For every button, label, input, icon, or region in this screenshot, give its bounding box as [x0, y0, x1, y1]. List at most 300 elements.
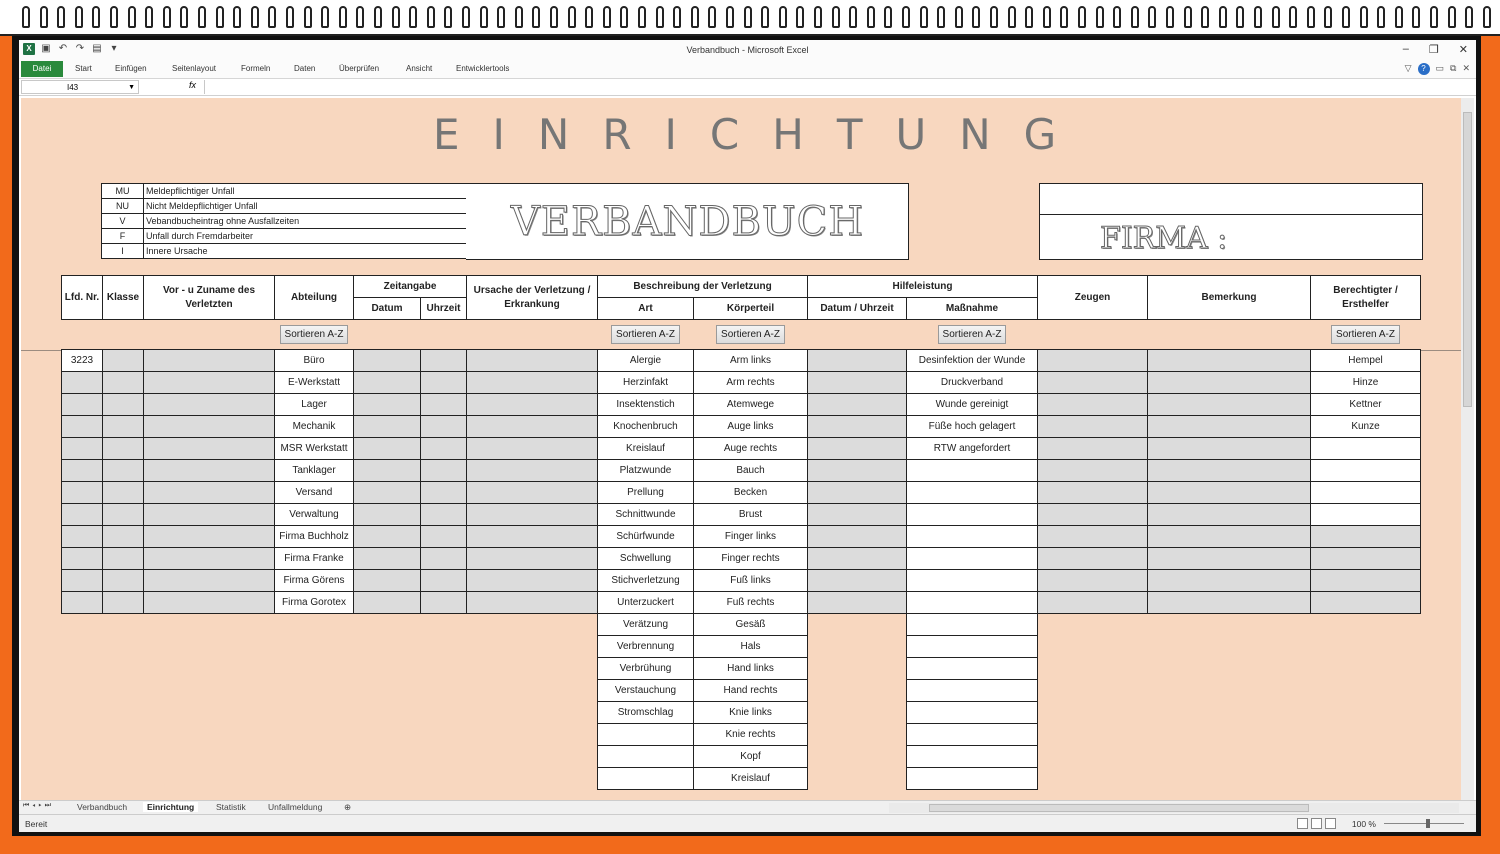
normal-view-icon[interactable] [1297, 818, 1308, 829]
cell-koerperteil[interactable]: Knie rechts [694, 724, 808, 746]
sort-massnahme-button[interactable]: Sortieren A-Z [938, 325, 1007, 344]
cell-lfd-nr[interactable]: 3223 [62, 350, 103, 372]
cell-ersthelfer[interactable] [1311, 570, 1421, 592]
cell-abteilung[interactable]: E-Werkstatt [275, 372, 354, 394]
cell-bemerkung[interactable] [1148, 504, 1311, 526]
cell-hilfe-datum[interactable] [808, 504, 907, 526]
cell-zeugen[interactable] [1038, 504, 1148, 526]
cell-klasse[interactable] [103, 592, 144, 614]
tab-daten[interactable]: Daten [294, 64, 316, 73]
minimize-button[interactable]: – [1402, 43, 1409, 55]
cell-massnahme[interactable] [907, 768, 1038, 790]
excel-window [19, 40, 1476, 832]
cell-zeugen[interactable] [1038, 372, 1148, 394]
cell-datum[interactable] [354, 482, 421, 504]
cell-art[interactable]: Verbrühung [598, 658, 694, 680]
spiral-ring [1113, 6, 1121, 28]
cell-zeugen[interactable] [1038, 570, 1148, 592]
cell-massnahme[interactable]: Desinfektion der Wunde [907, 350, 1038, 372]
cell-koerperteil[interactable]: Fuß rechts [694, 592, 808, 614]
cell-klasse[interactable] [103, 416, 144, 438]
cell-datum[interactable] [354, 350, 421, 372]
tab-ueberpruefen[interactable]: Überprüfen [339, 64, 380, 73]
cell-zeugen[interactable] [1038, 350, 1148, 372]
empty-cell [467, 724, 598, 746]
legend-table [101, 183, 467, 259]
cell-zeugen[interactable] [1038, 548, 1148, 570]
sheet-nav-arrows-icon[interactable]: ⏮◂▸⏭ [23, 802, 54, 809]
cell-name[interactable] [144, 504, 275, 526]
cell-lfd-nr[interactable] [62, 570, 103, 592]
cell-zeugen[interactable] [1038, 592, 1148, 614]
close-button[interactable]: ✕ [1458, 44, 1468, 56]
cell-klasse[interactable] [103, 438, 144, 460]
cell-art[interactable]: Knochenbruch [598, 416, 694, 438]
cell-klasse[interactable] [103, 372, 144, 394]
cell-art[interactable]: Stromschlag [598, 702, 694, 724]
cell-ersthelfer[interactable] [1311, 460, 1421, 482]
cell-name[interactable] [144, 372, 275, 394]
spiral-ring [268, 6, 276, 28]
horizontal-scrollbar[interactable] [889, 803, 1459, 813]
cell-abteilung[interactable]: MSR Werkstatt [275, 438, 354, 460]
cell-massnahme[interactable] [907, 460, 1038, 482]
header-hilfeleistung: Hilfeleistung [808, 276, 1038, 298]
spiral-ring [585, 6, 593, 28]
help-icon[interactable]: ? [1418, 63, 1430, 75]
spiral-ring [1395, 6, 1403, 28]
cell-massnahme[interactable] [907, 592, 1038, 614]
empty-cell [421, 768, 467, 790]
tab-einfuegen[interactable]: Einfügen [115, 64, 147, 73]
print-preview-icon[interactable]: ▤ [92, 43, 102, 54]
spiral-ring [1201, 6, 1209, 28]
cell-koerperteil[interactable]: Arm rechts [694, 372, 808, 394]
header-klasse: Klasse [103, 276, 144, 320]
cell-zeugen[interactable] [1038, 460, 1148, 482]
page-break-view-icon[interactable] [1325, 818, 1336, 829]
cell-koerperteil[interactable]: Finger links [694, 526, 808, 548]
cell-abteilung[interactable]: Mechanik [275, 416, 354, 438]
worksheet[interactable] [21, 98, 1461, 800]
cell-art[interactable]: Herzinfakt [598, 372, 694, 394]
cell-abteilung[interactable]: Tanklager [275, 460, 354, 482]
cell-datum[interactable] [354, 460, 421, 482]
vertical-scroll-thumb[interactable] [1463, 112, 1472, 407]
tab-start[interactable]: Start [75, 64, 92, 73]
cell-uhrzeit[interactable] [421, 592, 467, 614]
spiral-ring [726, 6, 734, 28]
spiral-ring [110, 6, 118, 28]
cell-uhrzeit[interactable] [421, 416, 467, 438]
empty-cell [467, 658, 598, 680]
empty-cell [1148, 614, 1311, 636]
spiral-ring [1060, 6, 1068, 28]
cell-massnahme[interactable]: Wunde gereinigt [907, 394, 1038, 416]
name-box[interactable] [21, 80, 139, 94]
cell-name[interactable] [144, 482, 275, 504]
cell-klasse[interactable] [103, 350, 144, 372]
table-row [62, 614, 1421, 636]
cell-abteilung[interactable]: Firma Buchholz [275, 526, 354, 548]
cell-massnahme[interactable] [907, 548, 1038, 570]
cell-lfd-nr[interactable] [62, 482, 103, 504]
cell-hilfe-datum[interactable] [808, 548, 907, 570]
zoom-slider[interactable] [1384, 823, 1464, 824]
cell-uhrzeit[interactable] [421, 482, 467, 504]
excel-logo-icon[interactable]: X [23, 43, 35, 55]
cell-datum[interactable] [354, 592, 421, 614]
empty-cell [1038, 614, 1148, 636]
cell-massnahme[interactable] [907, 680, 1038, 702]
cell-uhrzeit[interactable] [421, 438, 467, 460]
cell-ersthelfer[interactable]: Kunze [1311, 416, 1421, 438]
empty-cell [808, 680, 907, 702]
tab-entwicklertools[interactable]: Entwicklertools [456, 64, 510, 73]
cell-ursache[interactable] [467, 592, 598, 614]
cell-datum[interactable] [354, 394, 421, 416]
tab-seitenlayout[interactable]: Seitenlayout [172, 64, 217, 73]
cell-art[interactable]: Prellung [598, 482, 694, 504]
cell-art[interactable]: Verstauchung [598, 680, 694, 702]
cell-art[interactable]: Schürfwunde [598, 526, 694, 548]
cell-ursache[interactable] [467, 394, 598, 416]
sheet-tab-unfallmeldung[interactable]: Unfallmeldung [268, 802, 323, 812]
cell-bemerkung[interactable] [1148, 592, 1311, 614]
cell-ersthelfer[interactable] [1311, 438, 1421, 460]
spiral-ring [902, 6, 910, 28]
cell-lfd-nr[interactable] [62, 504, 103, 526]
cell-bemerkung[interactable] [1148, 526, 1311, 548]
redo-icon[interactable]: ↷ [75, 43, 85, 54]
cell-lfd-nr[interactable] [62, 548, 103, 570]
sort-button-row [62, 320, 1421, 350]
cell-name[interactable] [144, 416, 275, 438]
cell-ersthelfer[interactable] [1311, 482, 1421, 504]
cell-massnahme[interactable] [907, 746, 1038, 768]
cell-koerperteil[interactable]: Fuß links [694, 570, 808, 592]
cell-koerperteil[interactable]: Becken [694, 482, 808, 504]
customize-qat-icon[interactable]: ▾ [111, 43, 117, 54]
tab-ansicht[interactable]: Ansicht [406, 64, 433, 73]
tab-datei[interactable]: Datei [21, 61, 63, 77]
cell-koerperteil[interactable]: Auge rechts [694, 438, 808, 460]
cell-ursache[interactable] [467, 570, 598, 592]
cell-zeugen[interactable] [1038, 394, 1148, 416]
cell-bemerkung[interactable] [1148, 548, 1311, 570]
maximize-button[interactable]: ❐ [1428, 44, 1439, 56]
cell-abteilung[interactable]: Firma Gorotex [275, 592, 354, 614]
cell-lfd-nr[interactable] [62, 592, 103, 614]
cell-hilfe-datum[interactable] [808, 526, 907, 548]
cell-ersthelfer[interactable]: Hempel [1311, 350, 1421, 372]
cell-uhrzeit[interactable] [421, 372, 467, 394]
cell-art[interactable]: Schnittwunde [598, 504, 694, 526]
cell-art[interactable]: Insektenstich [598, 394, 694, 416]
cell-uhrzeit[interactable] [421, 394, 467, 416]
cell-name[interactable] [144, 548, 275, 570]
cell-name[interactable] [144, 526, 275, 548]
function-icon[interactable]: fx [189, 80, 197, 90]
cell-art[interactable]: Stichverletzung [598, 570, 694, 592]
empty-cell [1311, 658, 1421, 680]
cell-klasse[interactable] [103, 526, 144, 548]
cell-hilfe-datum[interactable] [808, 350, 907, 372]
cell-hilfe-datum[interactable] [808, 372, 907, 394]
spiral-ring [638, 6, 646, 28]
cell-klasse[interactable] [103, 504, 144, 526]
formula-input[interactable] [204, 80, 1464, 94]
cell-massnahme[interactable] [907, 526, 1038, 548]
cell-hilfe-datum[interactable] [808, 482, 907, 504]
cell-name[interactable] [144, 350, 275, 372]
empty-cell [144, 746, 275, 768]
spiral-ring [128, 6, 136, 28]
cell-ursache[interactable] [467, 482, 598, 504]
cell-koerperteil[interactable]: Arm links [694, 350, 808, 372]
cell-datum[interactable] [354, 416, 421, 438]
cell-art[interactable] [598, 768, 694, 790]
cell-klasse[interactable] [103, 570, 144, 592]
empty-cell [354, 768, 421, 790]
cell-hilfe-datum[interactable] [808, 394, 907, 416]
cell-zeugen[interactable] [1038, 526, 1148, 548]
sheet-tab-verbandbuch[interactable]: Verbandbuch [77, 802, 128, 812]
empty-cell [144, 724, 275, 746]
cell-lfd-nr[interactable] [62, 372, 103, 394]
cell-art[interactable]: Schwellung [598, 548, 694, 570]
cell-lfd-nr[interactable] [62, 394, 103, 416]
page-layout-view-icon[interactable] [1311, 818, 1322, 829]
cell-lfd-nr[interactable] [62, 416, 103, 438]
cell-koerperteil[interactable]: Auge links [694, 416, 808, 438]
cell-ersthelfer[interactable]: Hinze [1311, 372, 1421, 394]
spiral-ring [444, 6, 452, 28]
empty-cell [808, 636, 907, 658]
table-row [62, 394, 1421, 416]
empty-cell [1038, 724, 1148, 746]
spiral-ring [304, 6, 312, 28]
cell-ersthelfer[interactable] [1311, 592, 1421, 614]
cell-bemerkung[interactable] [1148, 350, 1311, 372]
cell-datum[interactable] [354, 526, 421, 548]
cell-art[interactable] [598, 724, 694, 746]
horizontal-scroll-thumb[interactable] [929, 804, 1309, 812]
cell-datum[interactable] [354, 438, 421, 460]
vertical-scrollbar[interactable] [1461, 98, 1474, 800]
empty-cell [1148, 658, 1311, 680]
header-zeugen: Zeugen [1038, 276, 1148, 320]
cell-abteilung[interactable]: Firma Franke [275, 548, 354, 570]
empty-cell [467, 614, 598, 636]
cell-ursache[interactable] [467, 526, 598, 548]
spiral-ring [286, 6, 294, 28]
chevron-down-icon[interactable]: ▼ [128, 84, 135, 91]
sort-ersthelfer-button[interactable]: Sortieren A-Z [1331, 325, 1400, 344]
zoom-level[interactable]: 100 % [1351, 819, 1376, 829]
cell-massnahme[interactable]: RTW angefordert [907, 438, 1038, 460]
empty-cell [354, 680, 421, 702]
cell-art[interactable]: Kreislauf [598, 438, 694, 460]
cell-abteilung[interactable]: Lager [275, 394, 354, 416]
empty-cell [808, 746, 907, 768]
cell-hilfe-datum[interactable] [808, 592, 907, 614]
cell-zeugen[interactable] [1038, 482, 1148, 504]
cell-ursache[interactable] [467, 438, 598, 460]
empty-cell [62, 658, 103, 680]
cell-zeugen[interactable] [1038, 438, 1148, 460]
cell-ersthelfer[interactable]: Kettner [1311, 394, 1421, 416]
cell-ursache[interactable] [467, 350, 598, 372]
cell-koerperteil[interactable]: Bauch [694, 460, 808, 482]
empty-cell [103, 724, 144, 746]
cell-lfd-nr[interactable] [62, 460, 103, 482]
sort-koerperteil-button[interactable]: Sortieren A-Z [716, 325, 785, 344]
legend-text: Vebandbucheintrag ohne Ausfallzeiten [144, 214, 467, 229]
cell-uhrzeit[interactable] [421, 526, 467, 548]
cell-koerperteil[interactable]: Gesäß [694, 614, 808, 636]
table-row [62, 460, 1421, 482]
cell-klasse[interactable] [103, 394, 144, 416]
cell-art[interactable] [598, 746, 694, 768]
tab-formeln[interactable]: Formeln [241, 64, 271, 73]
cell-bemerkung[interactable] [1148, 394, 1311, 416]
cell-datum[interactable] [354, 504, 421, 526]
empty-cell [808, 658, 907, 680]
cell-massnahme[interactable]: Druckverband [907, 372, 1038, 394]
cell-bemerkung[interactable] [1148, 438, 1311, 460]
table-row [62, 636, 1421, 658]
sort-abteilung-button[interactable]: Sortieren A-Z [280, 325, 349, 344]
cell-bemerkung[interactable] [1148, 482, 1311, 504]
cell-ersthelfer[interactable] [1311, 526, 1421, 548]
cell-uhrzeit[interactable] [421, 570, 467, 592]
cell-koerperteil[interactable]: Kreislauf [694, 768, 808, 790]
cell-massnahme[interactable]: Füße hoch gelagert [907, 416, 1038, 438]
spiral-ring [198, 6, 206, 28]
zoom-slider-knob[interactable] [1426, 819, 1430, 828]
minimize-ribbon-icon[interactable]: ▽ [1404, 63, 1412, 73]
sheet-tab-statistik[interactable]: Statistik [216, 802, 246, 812]
cell-hilfe-datum[interactable] [808, 416, 907, 438]
cell-lfd-nr[interactable] [62, 526, 103, 548]
cell-ursache[interactable] [467, 548, 598, 570]
cell-ursache[interactable] [467, 416, 598, 438]
undo-icon[interactable]: ↶ [58, 43, 68, 54]
cell-ursache[interactable] [467, 460, 598, 482]
table-row [62, 482, 1421, 504]
cell-ursache[interactable] [467, 372, 598, 394]
cell-klasse[interactable] [103, 548, 144, 570]
cell-koerperteil[interactable]: Hand rechts [694, 680, 808, 702]
cell-hilfe-datum[interactable] [808, 570, 907, 592]
cell-art[interactable]: Unterzuckert [598, 592, 694, 614]
workbook-close-icon[interactable]: ✕ [1462, 63, 1470, 73]
cell-art[interactable]: Alergie [598, 350, 694, 372]
empty-cell [62, 724, 103, 746]
spiral-ring [1236, 6, 1244, 28]
sort-art-button[interactable]: Sortieren A-Z [611, 325, 680, 344]
cell-massnahme[interactable] [907, 724, 1038, 746]
table-row [62, 658, 1421, 680]
cell-koerperteil[interactable]: Hals [694, 636, 808, 658]
cell-abteilung[interactable]: Verwaltung [275, 504, 354, 526]
cell-bemerkung[interactable] [1148, 460, 1311, 482]
cell-koerperteil[interactable]: Hand links [694, 658, 808, 680]
cell-massnahme[interactable] [907, 658, 1038, 680]
save-icon[interactable]: ▣ [41, 43, 51, 54]
cell-abteilung[interactable]: Büro [275, 350, 354, 372]
cell-klasse[interactable] [103, 482, 144, 504]
cell-hilfe-datum[interactable] [808, 460, 907, 482]
cell-massnahme[interactable] [907, 636, 1038, 658]
cell-name[interactable] [144, 570, 275, 592]
cell-klasse[interactable] [103, 460, 144, 482]
cell-uhrzeit[interactable] [421, 548, 467, 570]
cell-koerperteil[interactable]: Atemwege [694, 394, 808, 416]
cell-art[interactable]: Platzwunde [598, 460, 694, 482]
cell-bemerkung[interactable] [1148, 416, 1311, 438]
cell-bemerkung[interactable] [1148, 570, 1311, 592]
cell-koerperteil[interactable]: Finger rechts [694, 548, 808, 570]
cell-abteilung[interactable]: Versand [275, 482, 354, 504]
cell-datum[interactable] [354, 548, 421, 570]
spiral-ring [57, 6, 65, 28]
cell-hilfe-datum[interactable] [808, 438, 907, 460]
cell-koerperteil[interactable]: Knie links [694, 702, 808, 724]
cell-koerperteil[interactable]: Brust [694, 504, 808, 526]
cell-art[interactable]: Verbrennung [598, 636, 694, 658]
cell-art[interactable]: Verätzung [598, 614, 694, 636]
spiral-ring [532, 6, 540, 28]
cell-massnahme[interactable] [907, 504, 1038, 526]
empty-cell [1148, 746, 1311, 768]
cell-uhrzeit[interactable] [421, 350, 467, 372]
legend-code: F [102, 229, 144, 244]
new-sheet-icon[interactable]: ⊕ [344, 802, 352, 812]
empty-cell [467, 680, 598, 702]
firma-box[interactable] [1039, 183, 1423, 260]
empty-cell [1038, 768, 1148, 790]
cell-name[interactable] [144, 592, 275, 614]
cell-name[interactable] [144, 460, 275, 482]
cell-ersthelfer[interactable] [1311, 548, 1421, 570]
empty-cell [808, 702, 907, 724]
cell-uhrzeit[interactable] [421, 504, 467, 526]
cell-bemerkung[interactable] [1148, 372, 1311, 394]
spiral-ring [1096, 6, 1104, 28]
cell-zeugen[interactable] [1038, 416, 1148, 438]
table-row [62, 680, 1421, 702]
cell-massnahme[interactable] [907, 570, 1038, 592]
cell-massnahme[interactable] [907, 702, 1038, 724]
cell-massnahme[interactable] [907, 614, 1038, 636]
cell-datum[interactable] [354, 570, 421, 592]
cell-abteilung[interactable]: Firma Görens [275, 570, 354, 592]
cell-lfd-nr[interactable] [62, 438, 103, 460]
cell-massnahme[interactable] [907, 482, 1038, 504]
sheet-tab-einrichtung[interactable]: Einrichtung [143, 802, 198, 812]
workbook-minimize-icon[interactable]: ▭ [1435, 63, 1445, 73]
cell-datum[interactable] [354, 372, 421, 394]
cell-ersthelfer[interactable] [1311, 504, 1421, 526]
cell-name[interactable] [144, 438, 275, 460]
workbook-restore-icon[interactable]: ⧉ [1450, 63, 1457, 73]
cell-ursache[interactable] [467, 504, 598, 526]
cell-name[interactable] [144, 394, 275, 416]
cell-uhrzeit[interactable] [421, 460, 467, 482]
cell-koerperteil[interactable]: Kopf [694, 746, 808, 768]
